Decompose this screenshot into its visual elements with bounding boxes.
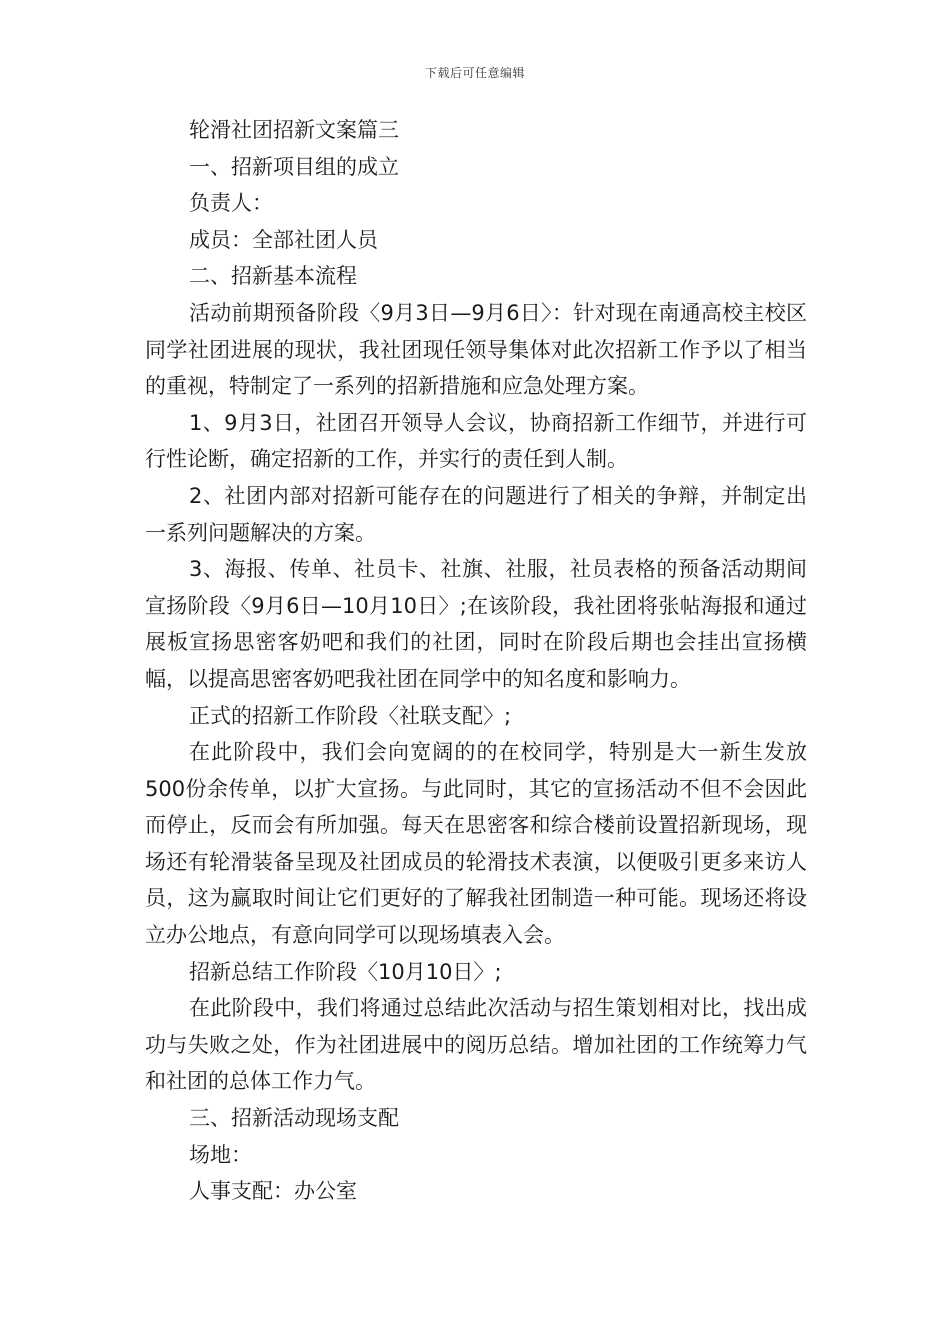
document-body xyxy=(145,112,807,1210)
section-heading: 一、招新项目组的成立 xyxy=(189,154,399,179)
document-title: 轮滑社团招新文案篇三 xyxy=(189,118,399,142)
paragraph: 正式的招新工作阶段〈社联支配〉; xyxy=(189,703,512,728)
paragraph: 在此阶段中，我们会向宽阔的的在校同学，特别是大一新生发放500份余传单，以扩大宣扬。与此同时，其它的宣扬活动不但不会因此而停止，反而会有所加强。每天在思密客和综合楼前设置招新现场，现场还有轮滑装备呈现及社团成员的轮滑技术表演，以便吸引更多来访人员，这为赢取时间让它们更好的了解我社团制造一种可能。现场还将设立办公地点，有意向同学可以现场填表入会。 xyxy=(145,740,807,948)
paragraph: 3、海报、传单、社员卡、社旗、社服，社员表格的预备活动期间宣扬阶段〈9月6日—10月10日〉;在该阶段，我社团将张帖海报和通过展板宣扬思密客奶吧和我们的社团，同时在阶段后期也会挂出宣扬横幅，以提高思密客奶吧我社团在同学中的知名度和影响力。 xyxy=(145,557,807,691)
paragraph: 人事支配：办公室 xyxy=(189,1179,357,1204)
paragraph: 活动前期预备阶段〈9月3日—9月6日〉：针对现在南通高校主校区同学社团进展的现状，我社团现任领导集体对此次招新工作予以了相当的重视，特制定了一系列的招新措施和应急处理方案。 xyxy=(145,300,807,399)
paragraph: 场地： xyxy=(189,1142,252,1167)
paragraph: 1、9月3日，社团召开领导人会议，协商招新工作细节，并进行可行性论断，确定招新的工作，并实行的责任到人制。 xyxy=(145,410,807,472)
paragraph: 招新总结工作阶段〈10月10日〉; xyxy=(189,959,502,984)
section-heading: 二、招新基本流程 xyxy=(189,264,357,289)
section-heading: 三、招新活动现场支配 xyxy=(189,1106,399,1131)
paragraph: 2、社团内部对招新可能存在的问题进行了相关的争辩，并制定出一系列问题解决的方案。 xyxy=(145,483,807,545)
paragraph: 成员：全部社团人员 xyxy=(189,227,378,252)
page-header: 下载后可任意编辑 xyxy=(424,66,525,80)
paragraph: 负责人： xyxy=(189,191,273,216)
paragraph: 在此阶段中，我们将通过总结此次活动与招生策划相对比，找出成功与失败之处，作为社团进展中的阅历总结。增加社团的工作统筹力气和社团的总体工作力气。 xyxy=(145,996,807,1094)
